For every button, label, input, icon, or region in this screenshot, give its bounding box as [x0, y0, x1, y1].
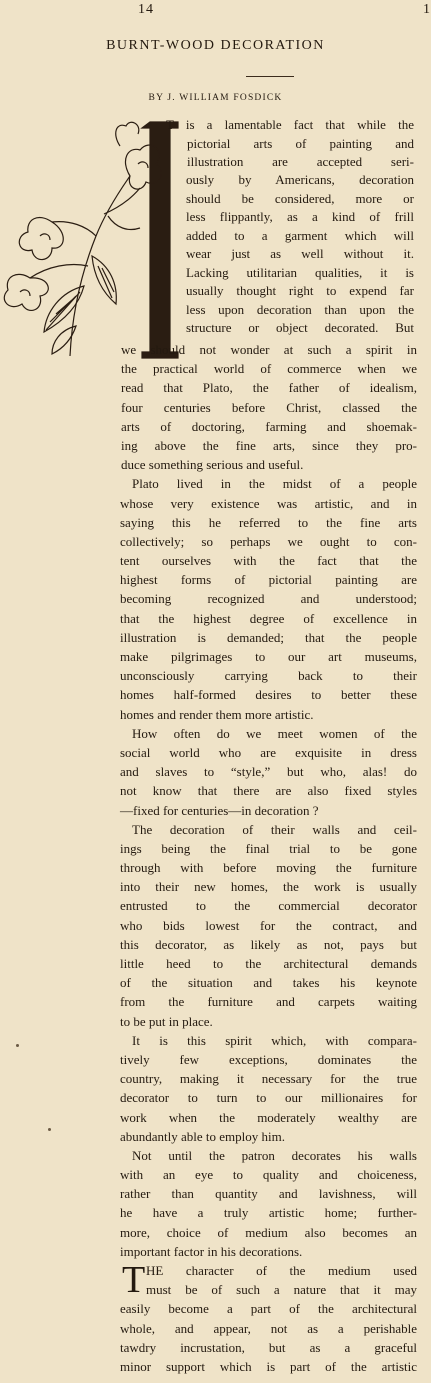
text-line: must be of such a nature that it may: [146, 1282, 417, 1297]
text-line: illustration are accepted seri-: [187, 154, 414, 169]
text-line: decorator to turn to our millionaires for: [120, 1090, 417, 1105]
text-line: It is this spirit which, with compara-: [132, 1033, 417, 1048]
text-line: into their new homes, the work is usually: [120, 879, 417, 894]
page-number: 14: [138, 2, 154, 17]
text-line: through with before moving the furniture: [120, 860, 417, 875]
text-line: work when the moderately wealthy are: [120, 1110, 417, 1125]
text-line: important factor in his decorations.: [120, 1244, 303, 1259]
text-line: more, choice of medium also becomes an: [120, 1225, 417, 1240]
text-line: whole, and appear, not as a perishable: [120, 1321, 417, 1336]
text-line: ing above the fine arts, since they pro-: [121, 438, 417, 453]
text-line: collectively; so perhaps we ought to con-: [120, 534, 417, 549]
text-line: minor support which is part of the artistic: [120, 1359, 417, 1374]
text-line: with an eye to quality and choiceness,: [120, 1167, 417, 1182]
text-line: Lacking utilitarian qualities, it is: [186, 265, 414, 280]
paper-speck: [48, 1128, 51, 1131]
text-line: tawdry incrustation, but as a graceful: [120, 1340, 417, 1355]
text-line: we should not wonder at such a spirit in: [121, 342, 417, 357]
text-line: read that Plato, the father of idealism,: [121, 380, 417, 395]
text-line: Plato lived in the midst of a people: [132, 476, 417, 491]
text-line: whose very existence was artistic, and in: [120, 496, 417, 511]
text-line: not know that there are also fixed styles: [120, 783, 417, 798]
text-line: tively few exceptions, dominates the: [120, 1052, 417, 1067]
text-line: homes half-formed desires to better these: [120, 687, 417, 702]
text-line: usually thought right to expend far: [186, 283, 414, 298]
text-line: The decoration of their walls and ceil-: [132, 822, 417, 837]
text-line: duce something serious and useful.: [121, 457, 304, 472]
text-line: saying this he referred to the fine arts: [120, 515, 417, 530]
text-line: homes and render them more artistic.: [120, 707, 314, 722]
text-line: becoming recognized and understood;: [120, 591, 417, 606]
text-line: How often do we meet women of the: [132, 726, 417, 741]
text-line: that the highest degree of excellence in: [120, 611, 417, 626]
text-line: to be put in place.: [120, 1014, 213, 1029]
text-line: this decorator, as likely as not, pays but: [120, 937, 417, 952]
text-line: ously by Americans, decoration: [186, 172, 414, 187]
text-line: rather than quantity and lavishness, will: [120, 1186, 417, 1201]
text-line: little heed to the architectural demands: [120, 956, 417, 971]
text-line: illustration is demanded; that the people: [120, 630, 417, 645]
text-line: from the furniture and carpets waiting: [120, 994, 417, 1009]
text-line: added to a garment which will: [186, 228, 414, 243]
text-line: arts of doctoring, farming and shoemak-: [121, 419, 417, 434]
text-line: should be considered, more or: [186, 191, 414, 206]
text-line: T is a lamentable fact that while the: [166, 117, 414, 132]
text-line: Not until the patron decorates his walls: [132, 1148, 417, 1163]
text-line: abundantly able to employ him.: [120, 1129, 285, 1144]
corner-mark: 1: [423, 2, 430, 17]
text-line: country, making it necessary for the true: [120, 1071, 417, 1086]
text-line: HE character of the medium used: [146, 1263, 417, 1278]
text-line: easily become a part of the architectural: [120, 1301, 417, 1316]
text-line: four centuries before Christ, classed the: [121, 400, 417, 415]
text-line: pictorial arts of painting and: [187, 136, 414, 151]
text-line: and slaves to “style,” but who, alas! do: [120, 764, 417, 779]
text-line: —fixed for centuries—in decoration ?: [120, 803, 319, 818]
text-line: of the situation and takes his keynote: [120, 975, 417, 990]
text-line: make pilgrimages to our art museums,: [120, 649, 417, 664]
text-line: ings being the final trial to be gone: [120, 841, 417, 856]
byline: BY J. WILLIAM FOSDICK: [148, 93, 283, 103]
article-title: BURNT-WOOD DECORATION: [106, 38, 325, 53]
text-line: wear just as well without it.: [186, 246, 414, 261]
text-line: highest forms of pictorial painting are: [120, 572, 417, 587]
text-line: structure or object decorated. But: [186, 320, 414, 335]
paper-speck: [16, 1044, 19, 1047]
text-line: unconsciously carrying back to their: [120, 668, 417, 683]
drop-cap-letter: T: [122, 1259, 146, 1301]
text-line: he have a truly artistic home; further-: [120, 1205, 417, 1220]
text-line: tent ourselves with the fact that the: [120, 553, 417, 568]
text-line: the practical world of commerce when we: [121, 361, 417, 376]
text-line: who bids lowest for the contract, and: [120, 918, 417, 933]
text-line: social world who are exquisite in dress: [120, 745, 417, 760]
text-line: entrusted to the commercial decorator: [120, 898, 417, 913]
text-line: less flippantly, as a kind of frill: [186, 209, 414, 224]
text-line: less upon decoration than upon the: [186, 302, 414, 317]
